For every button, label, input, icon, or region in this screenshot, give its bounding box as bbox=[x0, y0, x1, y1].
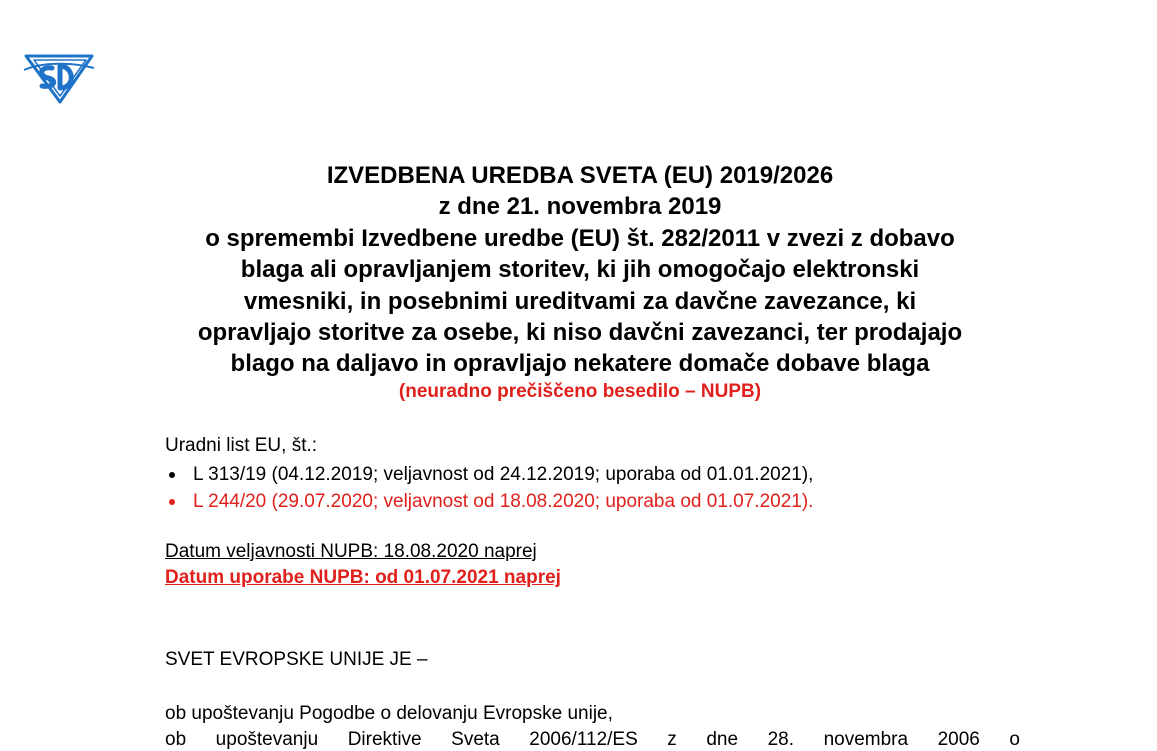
document-subtitle: (neuradno prečiščeno besedilo – NUPB) bbox=[398, 381, 762, 402]
document-title bbox=[120, 160, 1040, 380]
bullet-icon bbox=[169, 472, 175, 478]
bullet-icon bbox=[169, 499, 175, 505]
paragraph: ob upoštevanju Pogodbe o delovanju Evropske unije, bbox=[165, 703, 613, 724]
title-line: opravljajo storitve za osebe, ki niso davčni zavezanci, ter prodajajo bbox=[197, 319, 963, 347]
title-line: blaga ali opravljanjem storitev, ki jih omogočajo elektronski bbox=[240, 256, 920, 284]
paragraph: ob upoštevanju Direktive Sveta 2006/112/ES z dne 28. novembra 2006 o bbox=[165, 729, 1020, 750]
journal-list bbox=[165, 461, 813, 515]
journal-entry-text: L 313/19 (04.12.2019; veljavnost od 24.12.2019; uporaba od 01.01.2021), bbox=[193, 464, 814, 485]
council-heading: SVET EVROPSKE UNIJE JE – bbox=[165, 649, 428, 670]
title-line: z dne 21. novembra 2019 bbox=[438, 193, 722, 221]
journal-label: Uradni list EU, št.: bbox=[165, 435, 318, 456]
validity-date: Datum veljavnosti NUPB: 18.08.2020 naprej bbox=[165, 541, 537, 562]
title-line: o spremembi Izvedbene uredbe (EU) št. 282/2011 v zvezi z dobavo bbox=[205, 224, 955, 252]
journal-entry bbox=[165, 461, 813, 488]
journal-entry-text: L 244/20 (29.07.2020; veljavnost od 18.08.2020; uporaba od 01.07.2021). bbox=[193, 491, 814, 512]
title-line: vmesniki, in posebnimi ureditvami za davčne zavezance, ki bbox=[243, 287, 917, 315]
journal-entry bbox=[165, 488, 813, 515]
application-date: Datum uporabe NUPB: od 01.07.2021 naprej bbox=[165, 567, 561, 588]
document-logo bbox=[22, 48, 96, 104]
title-line: blago na daljavo in opravljajo nekatere domače dobave blaga bbox=[230, 350, 930, 378]
title-line: IZVEDBENA UREDBA SVETA (EU) 2019/2026 bbox=[326, 162, 834, 189]
